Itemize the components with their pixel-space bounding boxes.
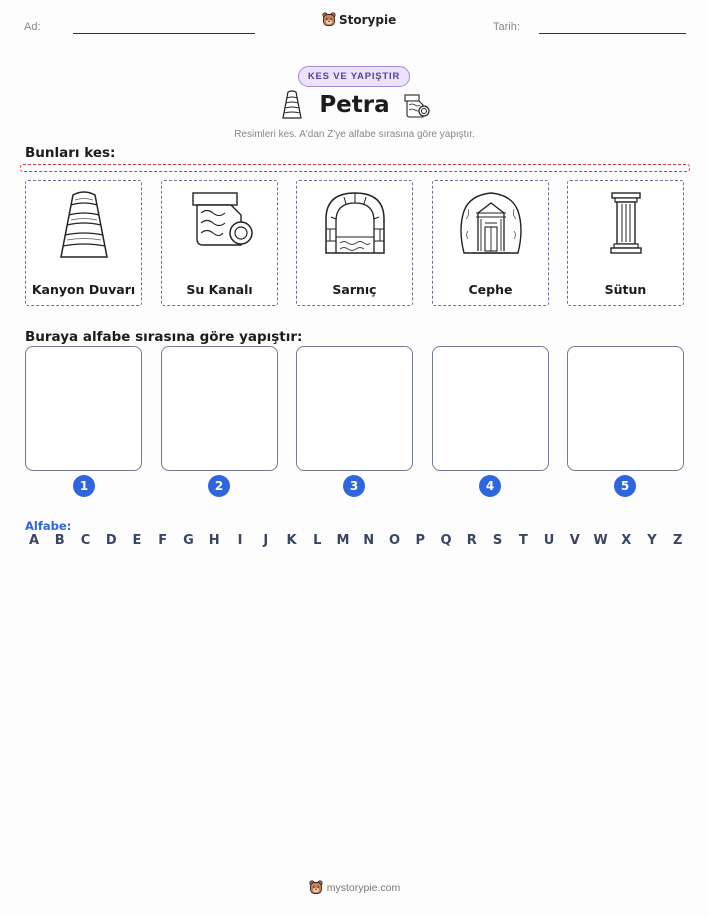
alphabet-letter: D [105,533,117,548]
cut-card-facade[interactable] [432,180,549,306]
alphabet-letter: G [183,533,194,548]
alphabet-letter: V [569,533,580,548]
cut-card-cistern[interactable] [296,180,413,306]
cut-card-label: Sütun [604,282,647,297]
alphabet-letter: N [363,533,375,548]
slot-number-5: 5 [614,475,636,497]
alphabet-letter: J [263,533,269,548]
cut-line [20,164,690,172]
bear-icon [322,12,336,27]
alphabet-label: Alfabe: [25,519,72,533]
alphabet-letter: P [415,533,426,548]
paste-slot-5[interactable] [567,346,684,471]
slot-number-3: 3 [343,475,365,497]
paste-slot-3[interactable] [296,346,413,471]
slot-number-2: 2 [208,475,230,497]
slot-number-1: 1 [73,475,95,497]
alphabet-letter: U [543,533,555,548]
alphabet-letter: B [54,533,65,548]
facade-icon [456,189,526,261]
alphabet-letter: A [28,533,40,548]
alphabet-letter: Q [440,533,452,548]
footer [0,880,709,895]
alphabet-letter: F [158,533,168,548]
alphabet-letter: R [466,533,477,548]
alphabet-letter: X [621,533,632,548]
instructions: Resimleri kes. A'dan Z'ye alfabe sırasına göre yapıştır. [234,129,475,140]
date-label: Tarih: [493,21,520,33]
alphabet-letter: Y [647,533,657,548]
paste-slot-4[interactable] [432,346,549,471]
cut-card-label: Cephe [468,282,513,297]
storypie-logo [322,12,396,27]
name-line[interactable] [73,33,255,34]
alphabet-letter: W [593,533,608,548]
name-label: Ad: [24,21,41,33]
alphabet-letter: C [80,533,91,548]
cut-card-label: Sarnıç [332,282,377,297]
alphabet-letter: S [492,533,503,548]
footer-url[interactable]: mystorypie.com [326,881,401,894]
alphabet-letter: H [208,533,220,548]
slot-number-4: 4 [479,475,501,497]
alphabet-letter: I [237,533,243,548]
alphabet-row [25,533,687,548]
cut-card-label: Su Kanalı [186,282,253,297]
paste-slot-1[interactable] [25,346,142,471]
alphabet-letter: E [132,533,142,548]
cistern-icon [320,189,390,261]
cut-card-column[interactable] [567,180,684,306]
brand-name: Storypie [339,12,397,27]
paste-slot-2[interactable] [161,346,278,471]
cut-card-label: Kanyon Duvarı [31,282,136,297]
alphabet-letter: K [286,533,297,548]
alphabet-letter: L [313,533,322,548]
alphabet-letter: M [336,533,350,548]
bear-icon [309,880,323,895]
column-icon [591,189,661,261]
activity-badge: KES VE YAPIŞTIR [298,66,410,87]
cut-section-title: Bunları kes: [25,145,116,161]
canyon-wall-icon [49,189,119,261]
cut-card-canyon-wall[interactable] [25,180,142,306]
water-channel-icon [185,189,255,261]
alphabet-letter: T [518,533,528,548]
water-channel-icon [403,93,431,119]
cut-card-water-channel[interactable] [161,180,278,306]
paste-section-title: Buraya alfabe sırasına göre yapıştır: [25,329,303,345]
page-title: Petra [319,92,390,118]
alphabet-letter: Z [673,533,683,548]
date-line[interactable] [539,33,686,34]
alphabet-letter: O [388,533,401,548]
